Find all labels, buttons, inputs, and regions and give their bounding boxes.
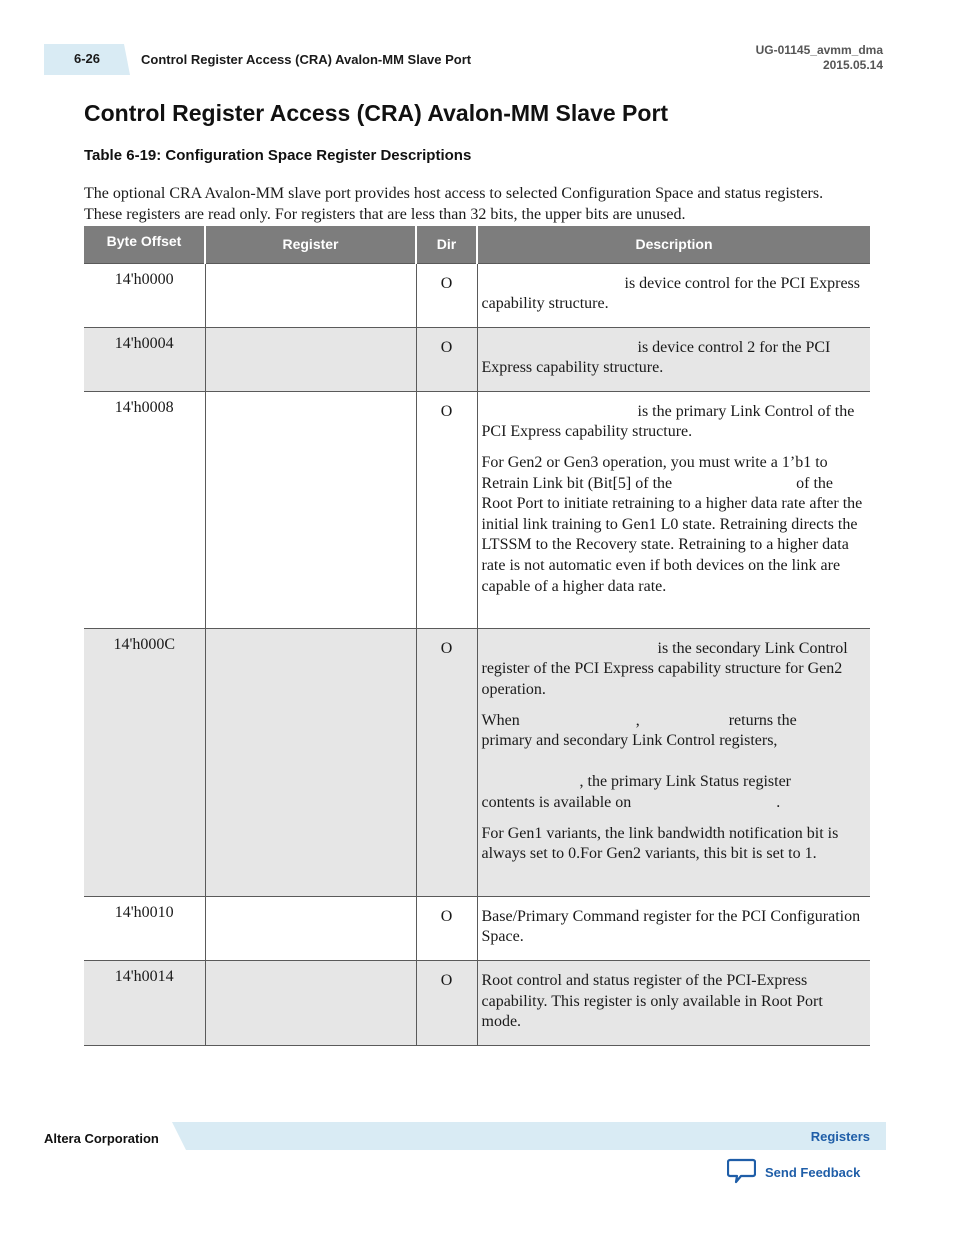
table-row <box>84 391 870 628</box>
table-row <box>84 327 870 391</box>
section-title: Control Register Access (CRA) Avalon-MM Slave Port <box>84 100 669 126</box>
cell-description <box>477 628 870 896</box>
doc-meta <box>756 43 883 73</box>
footer-band <box>172 1122 886 1150</box>
cell-offset: 14'h000C <box>84 628 205 896</box>
footer-company: Altera Corporation <box>44 1131 159 1146</box>
desc-text: For Gen2 or Gen3 operation, you must write a 1’b1 to Retrain Link bit (Bit[5] of the <box>481 454 828 492</box>
cell-offset: 14'h0000 <box>84 263 205 327</box>
desc-text: Root control and status register of the PCI-Express capability. This register is only available in Root Port mode. <box>481 972 823 1031</box>
cell-register <box>205 263 416 327</box>
table-caption: Table 6-19: Configuration Space Register Descriptions <box>84 147 472 164</box>
registers-link[interactable]: Registers <box>810 1129 870 1144</box>
table-row <box>84 628 870 896</box>
cell-register <box>205 896 416 960</box>
cell-dir: O <box>416 327 477 391</box>
table-header-row <box>84 226 870 263</box>
desc-text: Base/Primary Command register for the PCI Configuration Space. <box>481 907 861 946</box>
cell-offset: 14'h0004 <box>84 327 205 391</box>
desc-text: When <box>481 711 520 729</box>
cell-dir: O <box>416 896 477 960</box>
desc-text: the Root Port to initiate retraining to a higher data rate after the initial link training to Gen1 L0 state. Retraining directs the LTSSM to the Recovery state. Retraining to a higher data rate is not automatic even if both devices on the link are capable of a higher data rate. <box>481 474 863 595</box>
cell-register <box>205 961 416 1046</box>
cell-dir: O <box>416 263 477 327</box>
running-title: Control Register Access (CRA) Avalon-MM Slave Port <box>141 52 472 67</box>
desc-text: is the primary Link Control of the PCI Express capability structure. <box>481 402 855 441</box>
desc-text: , <box>635 711 640 729</box>
desc-text: For Gen1 variants, the link bandwidth notification bit is always set to 0.For Gen2 variants, this bit is set to 1. <box>481 824 839 863</box>
desc-text: contents is available on <box>481 794 632 812</box>
cell-offset: 14'h0010 <box>84 896 205 960</box>
cell-register <box>205 628 416 896</box>
cell-description <box>477 327 870 391</box>
cell-description <box>477 961 870 1046</box>
desc-text: is device control 2 for the PCI Express capability structure. <box>481 338 831 377</box>
desc-text: . <box>776 794 781 812</box>
cell-description <box>477 391 870 628</box>
speech-bubble-icon <box>727 1158 756 1187</box>
intro-paragraph: The optional CRA Avalon-MM slave port provides host access to selected Configuration Space and status registers. These registers are read only. For registers that are less than 32 bits, the upper bits are unused. <box>84 185 824 223</box>
desc-text: of <box>796 474 810 492</box>
doc-id: UG-01145_avmm_dma <box>755 43 883 57</box>
desc-text: is the secondary Link Control register of the PCI Express capability structure for Gen2 operation. <box>481 639 848 699</box>
col-header-offset: Byte Offset <box>84 226 205 263</box>
send-feedback-label: Send Feedback <box>765 1165 861 1180</box>
cell-dir: O <box>416 628 477 896</box>
cell-description <box>477 896 870 960</box>
page-number: 6-26 <box>74 51 101 66</box>
cell-description <box>477 263 870 327</box>
table-row <box>84 961 870 1046</box>
cell-register <box>205 391 416 628</box>
cell-dir: O <box>416 391 477 628</box>
cell-offset: 14'h0014 <box>84 961 205 1046</box>
send-feedback-button[interactable] <box>727 1158 860 1187</box>
desc-text: returns the <box>728 711 797 729</box>
table-row <box>84 896 870 960</box>
cell-register <box>205 327 416 391</box>
desc-text: , the primary Link Status register <box>579 773 792 791</box>
col-header-dir: Dir <box>416 226 477 263</box>
cell-dir: O <box>416 961 477 1046</box>
desc-text: is device control for the PCI Express capability structure. <box>481 274 860 313</box>
cell-offset: 14'h0008 <box>84 391 205 628</box>
doc-date: 2015.05.14 <box>822 58 883 72</box>
desc-text: primary and secondary Link Control registers, <box>481 732 778 750</box>
col-header-description: Description <box>477 226 870 263</box>
table-row <box>84 263 870 327</box>
register-table <box>84 226 870 1046</box>
col-header-register: Register <box>205 226 416 263</box>
